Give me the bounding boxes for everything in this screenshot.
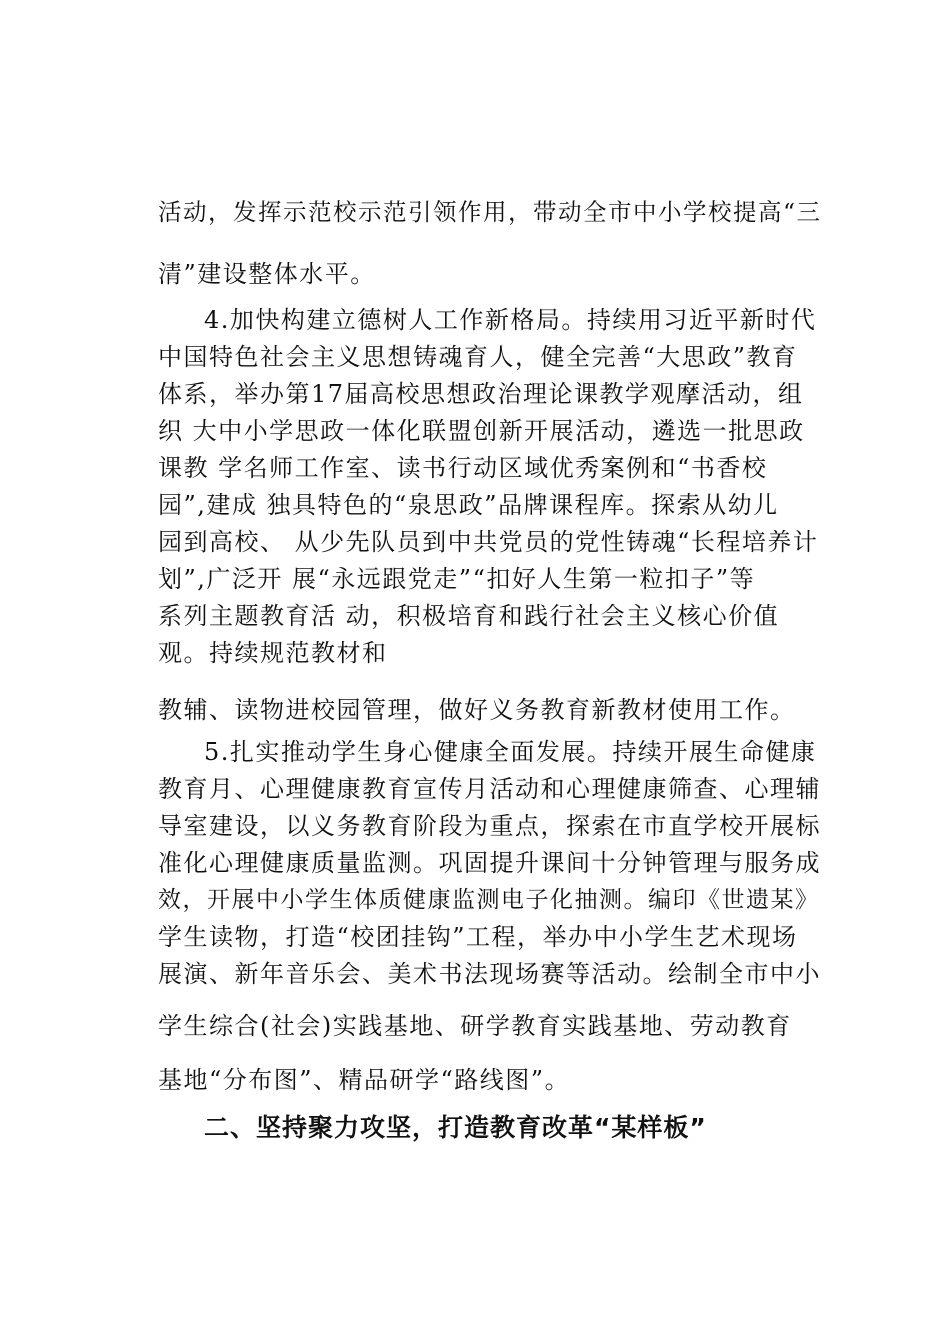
section-heading: 二、坚持聚力攻坚，打造教育改革“某样板” (204, 1113, 707, 1142)
text-line: 学生综合(社会)实践基地、研学教育实践基地、劳动教育 (158, 1012, 792, 1040)
text-line: 系列主题教育活 动，积极培育和践行社会主义核心价值 (158, 602, 780, 630)
text-line: 中国特色社会主义思想铸魂育人，健全完善“大思政”教育 (158, 343, 798, 371)
text-line: 观。持续规范教材和 (158, 639, 388, 667)
paragraph-start-line: 4.加快构建立德树人工作新格局。持续用习近平新时代 (204, 306, 817, 334)
text-line: 划”,广泛开 展“永远跟党走”“扣好人生第一粒扣子”等 (158, 565, 756, 593)
text-line: 体系，举办第17届高校思想政治理论课教学观摩活动，组 (158, 380, 804, 408)
text-line: 教辅、读物进校园管理，做好义务教育新教材使用工作。 (158, 696, 796, 724)
text-line: 园到高校、 从少先队员到中共党员的党性铸魂“长程培养计 (158, 528, 819, 556)
text-line: 园”,建成 独具特色的“泉思政”品牌课程库。探索从幼儿 (158, 491, 779, 519)
text-line: 准化心理健康质量监测。巩固提升课间十分钟管理与服务成 (158, 849, 821, 877)
text-line: 教育月、心理健康教育宣传月活动和心理健康筛查、心理辅 (158, 775, 821, 803)
text-line: 基地“分布图”、精品研学“路线图”。 (158, 1066, 571, 1094)
text-line: 织 大中小学思政一体化联盟创新开展活动，遴选一批思政 (158, 417, 805, 445)
text-line: 活动，发挥示范校示范引领作用，带动全市中小学校提高“三 (158, 198, 822, 226)
text-line: 效，开展中小学生体质健康监测电子化抽测。编印《世遗某》 (158, 887, 820, 913)
text-line: 课教 学名师工作室、读书行动区域优秀案例和“书香校 (158, 454, 768, 482)
text-line: 展演、新年音乐会、美术书法现场赛等活动。绘制全市中小 (158, 960, 821, 988)
text-line: 清”建设整体水平。 (158, 260, 376, 288)
paragraph-start-line: 5.扎实推动学生身心健康全面发展。持续开展生命健康 (204, 738, 817, 766)
text-line: 导室建设，以义务教育阶段为重点，探索在市直学校开展标 (158, 812, 821, 840)
text-line: 学生读物，打造“校团挂钩”工程，举办中小学生艺术现场 (158, 923, 798, 951)
